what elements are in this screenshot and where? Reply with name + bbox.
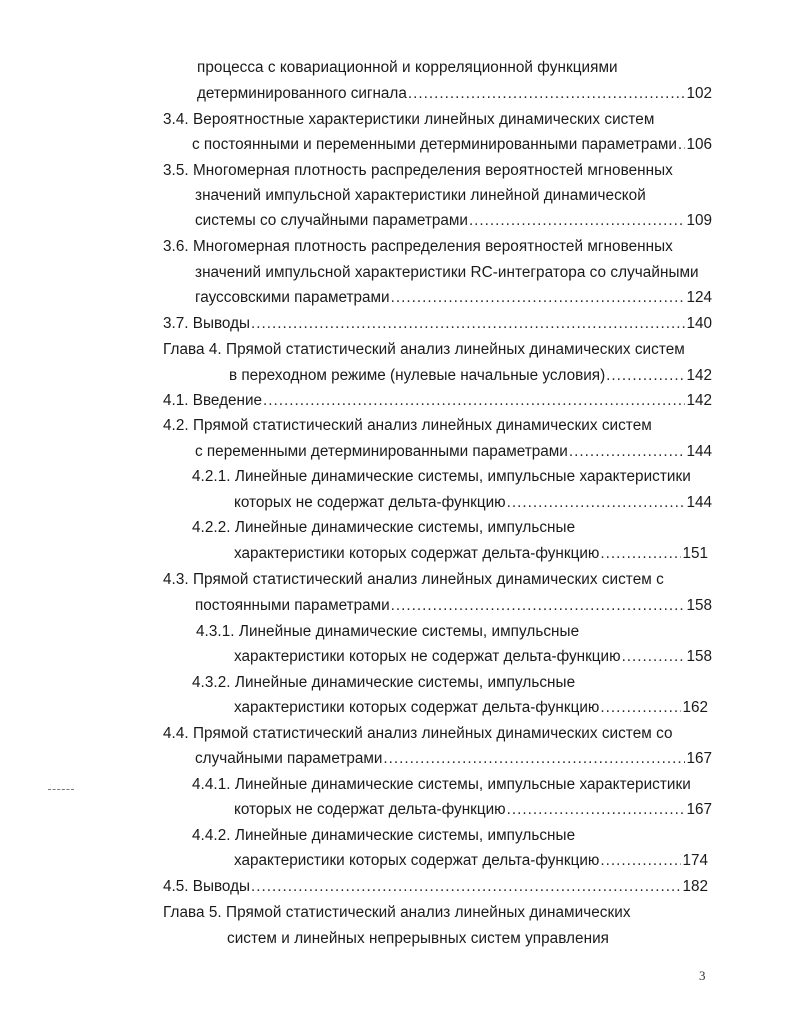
toc-entry-title: постоянными параметрами — [195, 597, 390, 614]
toc-entry-title: 4.1. Введение — [163, 392, 263, 409]
toc-entry-title: в переходном режиме (нулевые начальные условия) — [229, 367, 606, 384]
toc-entry — [197, 84, 712, 104]
toc-line: 4.2. Прямой статистический анализ линейных динамических систем — [163, 417, 652, 434]
toc-line: 4.3.1. Линейные динамические системы, импульсные — [196, 623, 580, 640]
margin-mark — [48, 789, 74, 791]
toc-entry-page: 102 — [686, 85, 712, 102]
leader-dots — [600, 698, 681, 718]
toc-line: 3.6. Многомерная плотность распределения вероятностей мгновенных — [163, 238, 673, 255]
toc-entry-title: системы со случайными параметрами — [195, 212, 468, 229]
toc-entry-page: 109 — [686, 212, 712, 229]
toc-entry — [195, 749, 712, 769]
toc-entry-page: 182 — [682, 878, 708, 895]
toc-entry — [195, 442, 712, 462]
leader-dots — [622, 647, 686, 667]
toc-line: 4.2.1. Линейные динамические системы, импульсные характеристики — [192, 468, 691, 485]
toc-entry-page: 124 — [686, 289, 712, 306]
toc-entry-page: 144 — [686, 443, 712, 460]
toc-entry-title: которых не содержат дельта-функцию — [234, 494, 506, 511]
page-number: 3 — [699, 968, 706, 983]
toc-entry-page: 106 — [686, 136, 712, 153]
chapter-heading: Глава 4. Прямой статистический анализ линейных динамических систем — [163, 341, 685, 358]
toc-entry — [163, 877, 708, 897]
toc-entry — [234, 647, 712, 667]
leader-dots — [600, 544, 681, 564]
toc-line: 4.3.2. Линейные динамические системы, импульсные — [192, 674, 576, 691]
toc-entry-page: 140 — [686, 315, 712, 332]
leader-dots — [678, 135, 686, 155]
leader-dots — [507, 800, 686, 820]
leader-dots — [600, 851, 681, 871]
leader-dots — [251, 314, 685, 334]
toc-entry-title: с постоянными и переменными детерминированными параметрами — [192, 136, 677, 153]
toc-entry — [195, 288, 712, 308]
toc-line: 3.5. Многомерная плотность распределения вероятностей мгновенных — [163, 162, 673, 179]
leader-dots — [469, 211, 686, 231]
toc-entry — [234, 800, 712, 820]
leader-dots — [507, 493, 686, 513]
toc-entry-page: 158 — [686, 597, 712, 614]
toc-entry — [195, 596, 712, 616]
toc-entry-title: характеристики которых содержат дельта-функцию — [234, 545, 600, 562]
leader-dots — [569, 442, 686, 462]
toc-entry-page: 142 — [686, 367, 712, 384]
leader-dots — [606, 366, 685, 386]
toc-line: процесса с ковариационной и корреляционной функциями — [197, 59, 618, 76]
toc-entry-page: 167 — [686, 801, 712, 818]
toc-entry — [163, 391, 712, 411]
leader-dots — [408, 84, 686, 104]
toc-entry-page: 162 — [682, 699, 708, 716]
toc-entry — [195, 211, 712, 231]
toc-entry-page: 167 — [686, 750, 712, 767]
toc-line: 4.4. Прямой статистический анализ линейных динамических систем со — [163, 725, 673, 742]
toc-entry-page: 144 — [686, 494, 712, 511]
toc-line: 4.2.2. Линейные динамические системы, импульсные — [192, 519, 576, 536]
toc-entry-title: 3.7. Выводы — [163, 315, 251, 332]
toc-entry — [234, 493, 712, 513]
leader-dots — [251, 877, 681, 897]
toc-entry-title: которых не содержат дельта-функцию — [234, 801, 506, 818]
toc-entry-page: 158 — [686, 648, 712, 665]
toc-line: систем и линейных непрерывных систем управления — [227, 930, 610, 947]
toc-line: 3.4. Вероятностные характеристики линейных динамических систем — [163, 111, 655, 128]
toc-entry — [163, 314, 712, 334]
toc-entry-title: характеристики которых не содержат дельта-функцию — [234, 648, 621, 665]
toc-entry-title: с переменными детерминированными параметрами — [195, 443, 568, 460]
toc-entry-page: 142 — [686, 392, 712, 409]
toc-line: 4.4.2. Линейные динамические системы, импульсные — [192, 827, 576, 844]
toc-entry-title: гауссовскими параметрами — [195, 289, 390, 306]
leader-dots — [391, 288, 686, 308]
toc-entry-title: характеристики которых содержат дельта-функцию — [234, 699, 600, 716]
toc-entry — [234, 544, 708, 564]
toc-entry-title: 4.5. Выводы — [163, 878, 251, 895]
toc-entry-title: детерминированного сигнала — [197, 85, 407, 102]
toc-entry — [234, 698, 708, 718]
toc-line: 4.3. Прямой статистический анализ линейных динамических систем с — [163, 571, 664, 588]
toc-entry-page: 151 — [682, 545, 708, 562]
toc-entry-title: характеристики которых содержат дельта-функцию — [234, 852, 600, 869]
toc-line: значений импульсной характеристики RC-интегратора со случайными — [195, 264, 699, 281]
toc-entry — [234, 851, 708, 871]
toc-entry — [192, 135, 712, 155]
leader-dots — [391, 596, 686, 616]
leader-dots — [263, 391, 685, 411]
toc-line: значений импульсной характеристики линейной динамической — [195, 187, 646, 204]
toc-entry — [229, 366, 712, 386]
chapter-heading: Глава 5. Прямой статистический анализ линейных динамических — [163, 904, 631, 921]
toc-entry-title: случайными параметрами — [195, 750, 383, 767]
leader-dots — [383, 749, 685, 769]
toc-entry-page: 174 — [682, 852, 708, 869]
toc-line: 4.4.1. Линейные динамические системы, импульсные характеристики — [192, 776, 691, 793]
